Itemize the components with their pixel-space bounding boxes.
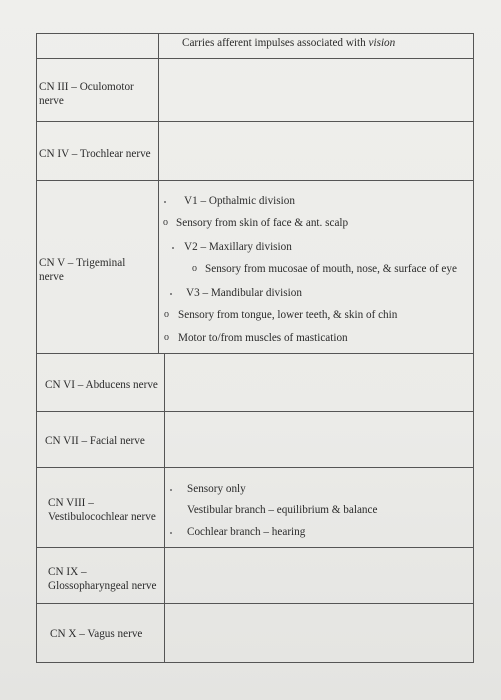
row-line-bottom — [36, 662, 474, 663]
row-label-cn6 — [45, 378, 158, 392]
row-label-cn3 — [39, 80, 155, 108]
row-line-5 — [36, 411, 474, 412]
row-label-cn8 — [48, 496, 163, 524]
row-label-cn5-text: CN V – Trigeminal nerve — [39, 257, 126, 283]
row-label-cn9-text: CN IX – Glossopharyngeal nerve — [48, 566, 157, 592]
row-label-cn4 — [39, 147, 151, 161]
cn8-marker-dot-1 — [170, 489, 172, 491]
row-label-cn7-text: CN VII – Facial nerve — [45, 435, 145, 447]
row-label-cn7 — [45, 434, 145, 448]
row-label-cn4-text: CN IV – Trochlear nerve — [39, 148, 151, 160]
v2-detail: Sensory from mucosae of mouth, nose, & surface of eye — [205, 263, 457, 275]
row-line-top — [36, 33, 474, 34]
row-label-cn10-text: CN X – Vagus nerve — [50, 628, 143, 640]
column-divider-lower — [164, 353, 165, 663]
row-line-7 — [36, 547, 474, 548]
table-border-right — [473, 33, 474, 663]
row-label-cn6-text: CN VI – Abducens nerve — [45, 379, 158, 391]
v3-heading: V3 – Mandibular division — [186, 287, 302, 299]
row-line-8 — [36, 603, 474, 604]
column-divider-upper — [158, 33, 159, 353]
cn8-sensory-only: Sensory only — [187, 483, 246, 495]
row-label-cn9 — [48, 565, 163, 593]
v3-detail: Sensory from tongue, lower teeth, & skin of chin — [178, 309, 398, 321]
row-label-cn5 — [39, 256, 149, 284]
v3-marker-dot — [170, 293, 172, 295]
v1-detail: Sensory from skin of face & ant. scalp — [176, 217, 349, 229]
v1-heading: V1 – Opthalmic division — [184, 195, 295, 207]
header-vision-text — [182, 36, 395, 50]
row-line-1 — [36, 58, 474, 59]
row-line-3 — [36, 180, 474, 181]
v2-marker-dot — [172, 247, 174, 249]
row-label-cn8-text: CN VIII – Vestibulocochlear nerve — [48, 497, 156, 523]
v1-marker-dot — [164, 201, 166, 203]
cn8-marker-dot-2 — [170, 532, 172, 534]
v2-bullet-icon: o — [192, 263, 197, 274]
header-vision-emph: vision — [368, 37, 396, 49]
v1-bullet-icon: o — [163, 217, 168, 228]
v3-bullet-icon: o — [164, 309, 169, 320]
table-border-left — [36, 33, 37, 663]
motor-bullet-icon: o — [164, 332, 169, 343]
row-line-6 — [36, 467, 474, 468]
cn8-cochlear-branch: Cochlear branch – hearing — [187, 526, 306, 538]
row-label-cn10 — [50, 627, 142, 641]
row-line-4 — [36, 353, 474, 354]
row-label-cn3-text: CN III – Oculomotor nerve — [39, 81, 134, 107]
v2-heading: V2 – Maxillary division — [184, 241, 292, 253]
header-vision-plain: Carries afferent impulses associated with — [182, 37, 369, 49]
cn8-vestibular-branch: Vestibular branch – equilibrium & balance — [187, 504, 378, 516]
row-line-2 — [36, 121, 474, 122]
motor-detail: Motor to/from muscles of mastication — [178, 332, 348, 344]
